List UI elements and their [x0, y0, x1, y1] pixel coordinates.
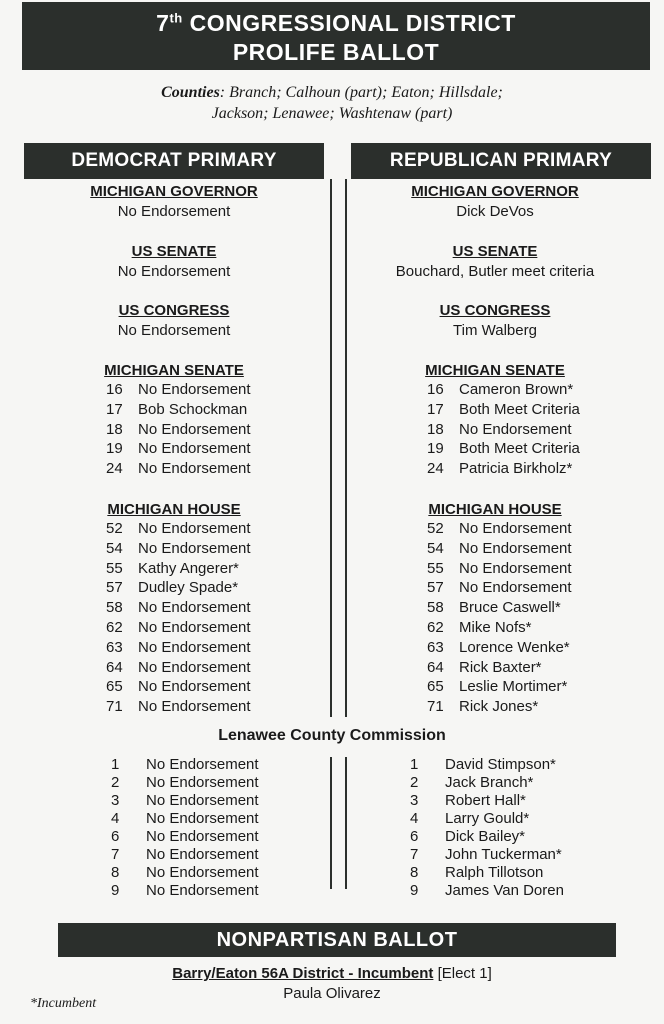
endorsement-name: Cameron Brown* — [459, 381, 574, 398]
district-number: 63 — [106, 638, 123, 656]
dem-commission-list — [111, 756, 259, 900]
district-number: 9 — [111, 882, 120, 899]
endorsement-name: No Endorsement — [138, 539, 251, 557]
district-number: 1 — [410, 756, 419, 773]
endorsement-row — [111, 756, 259, 774]
nonpartisan-race: Barry/Eaton 56A District - Incumbent [Elect 1] — [172, 965, 492, 982]
race-title: US CONGRESS — [439, 302, 551, 319]
district-number: 17 — [427, 400, 444, 418]
endorsement-name: No Endorsement — [138, 638, 251, 656]
dem-mi-house-list — [106, 519, 251, 717]
race-title: MICHIGAN GOVERNOR — [411, 183, 579, 200]
race-value: No Endorsement — [117, 263, 231, 280]
endorsement-row — [106, 598, 251, 618]
district-number: 54 — [427, 539, 444, 557]
district-number: 24 — [427, 460, 444, 478]
rep-mi-house-title: MICHIGAN HOUSE — [428, 501, 562, 518]
endorsement-row — [410, 756, 564, 774]
endorsement-row — [410, 774, 564, 792]
title-line-1: 7th CONGRESSIONAL DISTRICT — [156, 10, 516, 36]
district-number: 1 — [111, 756, 120, 773]
endorsement-name: No Endorsement — [146, 882, 259, 899]
rep-us-senate — [345, 242, 645, 282]
district-number: 62 — [427, 618, 444, 636]
district-number: 6 — [111, 828, 120, 845]
democrat-primary-header: DEMOCRAT PRIMARY — [24, 143, 324, 179]
incumbent-footnote: *Incumbent — [30, 996, 97, 1011]
rep-us-congress — [345, 301, 645, 341]
title-line-2: PROLIFE BALLOT — [232, 39, 440, 65]
endorsement-row — [410, 882, 564, 900]
endorsement-name: Robert Hall* — [445, 792, 526, 809]
endorsement-name: No Endorsement — [138, 381, 251, 398]
endorsement-name: No Endorsement — [138, 658, 251, 676]
endorsement-row — [427, 459, 580, 479]
endorsement-row — [427, 598, 572, 618]
dem-mi-house-title: MICHIGAN HOUSE — [107, 501, 241, 518]
republican-primary-header: REPUBLICAN PRIMARY — [351, 143, 651, 179]
race-title: US SENATE — [452, 243, 538, 260]
rep-governor — [345, 182, 645, 222]
endorsement-row — [427, 519, 572, 539]
endorsement-row — [427, 539, 572, 559]
district-number: 16 — [106, 381, 123, 398]
race-value: Bouchard, Butler meet criteria — [395, 263, 595, 280]
district-number: 55 — [106, 559, 123, 577]
endorsement-row — [410, 846, 564, 864]
race-title: US CONGRESS — [118, 302, 230, 319]
district-number: 17 — [106, 400, 123, 418]
endorsement-row — [106, 658, 251, 678]
district-number: 62 — [106, 618, 123, 636]
endorsement-row — [106, 539, 251, 559]
endorsement-name: Bob Schockman — [138, 400, 248, 418]
endorsement-row — [111, 810, 259, 828]
endorsement-name: No Endorsement — [459, 579, 572, 597]
district-number: 55 — [427, 559, 444, 577]
district-number: 7 — [410, 846, 419, 863]
endorsement-name: Kathy Angerer* — [138, 559, 239, 577]
endorsement-row — [111, 846, 259, 864]
district-number: 18 — [106, 420, 123, 438]
endorsement-name: No Endorsement — [146, 792, 259, 809]
dem-mi-senate-title: MICHIGAN SENATE — [104, 362, 244, 379]
endorsement-name: Larry Gould* — [445, 810, 530, 827]
endorsement-name: Both Meet Criteria — [459, 400, 580, 418]
endorsement-name: No Endorsement — [459, 559, 572, 577]
nonpartisan-candidate: Paula Olivarez — [283, 985, 381, 1002]
district-number: 71 — [427, 698, 444, 716]
district-number: 6 — [410, 828, 419, 845]
endorsement-row — [111, 792, 259, 810]
endorsement-row — [427, 638, 572, 658]
district-number: 3 — [111, 792, 120, 809]
race-value: No Endorsement — [117, 322, 231, 339]
endorsement-name: Jack Branch* — [445, 774, 534, 791]
race-title: MICHIGAN GOVERNOR — [90, 183, 258, 200]
endorsement-name: No Endorsement — [146, 774, 259, 791]
endorsement-name: Rick Baxter* — [459, 658, 542, 676]
commission-divider-left — [330, 757, 332, 889]
endorsement-row — [106, 519, 251, 539]
district-number: 54 — [106, 539, 123, 557]
race-value: Tim Walberg — [453, 322, 537, 339]
district-number: 63 — [427, 638, 444, 656]
endorsement-row — [427, 400, 580, 420]
rep-commission-list — [410, 756, 564, 900]
district-number: 4 — [111, 810, 120, 827]
district-number: 8 — [410, 864, 419, 881]
endorsement-name: David Stimpson* — [445, 756, 556, 773]
district-number: 19 — [427, 440, 444, 458]
endorsement-name: John Tuckerman* — [445, 846, 562, 863]
dem-us-congress — [24, 301, 324, 341]
endorsement-name: No Endorsement — [138, 698, 251, 716]
endorsement-name: Bruce Caswell* — [459, 599, 561, 617]
endorsement-name: No Endorsement — [138, 460, 251, 478]
endorsement-row — [106, 677, 251, 697]
endorsement-name: Leslie Mortimer* — [459, 678, 568, 696]
endorsement-name: No Endorsement — [138, 618, 251, 636]
commission-divider-right — [345, 757, 347, 889]
endorsement-row — [427, 380, 580, 400]
column-divider-left — [330, 179, 332, 717]
endorsement-row — [106, 618, 251, 638]
endorsement-row — [106, 400, 251, 420]
district-number: 4 — [410, 810, 419, 827]
district-number: 8 — [111, 864, 120, 881]
rep-mi-senate-list — [427, 380, 580, 479]
endorsement-name: Both Meet Criteria — [459, 440, 580, 458]
race-value: Dick DeVos — [456, 203, 534, 220]
endorsement-row — [410, 828, 564, 846]
nonpartisan-header: NONPARTISAN BALLOT — [58, 923, 616, 957]
endorsement-name: No Endorsement — [459, 539, 572, 557]
endorsement-name: No Endorsement — [459, 520, 572, 537]
district-number: 52 — [106, 520, 123, 537]
endorsement-row — [427, 697, 572, 717]
district-number: 71 — [106, 698, 123, 716]
endorsement-name: Rick Jones* — [459, 698, 539, 716]
district-number: 3 — [410, 792, 419, 809]
endorsement-row — [427, 420, 580, 440]
district-number: 64 — [427, 658, 444, 676]
dem-governor — [24, 182, 324, 222]
endorsement-row — [410, 864, 564, 882]
endorsement-name: Ralph Tillotson — [445, 864, 544, 881]
endorsement-name: Dick Bailey* — [445, 828, 526, 845]
endorsement-row — [111, 828, 259, 846]
endorsement-name: No Endorsement — [146, 846, 259, 863]
endorsement-row — [106, 380, 251, 400]
endorsement-row — [106, 697, 251, 717]
district-number: 2 — [111, 774, 120, 791]
commission-title: Lenawee County Commission — [218, 727, 446, 744]
endorsement-row — [111, 774, 259, 792]
endorsement-row — [427, 578, 572, 598]
endorsement-name: Dudley Spade* — [138, 579, 239, 597]
endorsement-name: No Endorsement — [146, 864, 259, 881]
endorsement-name: No Endorsement — [138, 440, 251, 458]
district-number: 65 — [106, 678, 123, 696]
district-number: 9 — [410, 882, 419, 899]
endorsement-name: No Endorsement — [138, 520, 251, 537]
district-number: 57 — [427, 579, 444, 597]
endorsement-row — [427, 658, 572, 678]
title-banner — [22, 2, 650, 70]
endorsement-name: No Endorsement — [146, 756, 259, 773]
endorsement-name: Patricia Birkholz* — [459, 460, 573, 478]
endorsement-name: No Endorsement — [146, 810, 259, 827]
endorsement-row — [427, 439, 580, 459]
endorsement-row — [111, 864, 259, 882]
endorsement-row — [410, 810, 564, 828]
district-number: 2 — [410, 774, 419, 791]
district-number: 57 — [106, 579, 123, 597]
district-number: 18 — [427, 420, 444, 438]
endorsement-row — [111, 882, 259, 900]
endorsement-row — [427, 559, 572, 579]
district-number: 64 — [106, 658, 123, 676]
district-number: 19 — [106, 440, 123, 458]
counties-note: Counties: Branch; Calhoun (part); Eaton; Hillsdale; Jackson; Lenawee; Washtenaw (part) — [161, 84, 503, 122]
race-value: No Endorsement — [117, 203, 231, 220]
rep-mi-senate-title: MICHIGAN SENATE — [425, 362, 565, 379]
endorsement-row — [106, 439, 251, 459]
endorsement-name: James Van Doren — [445, 882, 564, 899]
dem-us-senate — [24, 242, 324, 282]
endorsement-name: No Endorsement — [138, 599, 251, 617]
endorsement-row — [106, 559, 251, 579]
endorsement-row — [106, 459, 251, 479]
rep-mi-house-list — [427, 519, 572, 717]
district-number: 65 — [427, 678, 444, 696]
district-number: 24 — [106, 460, 123, 478]
district-number: 58 — [106, 599, 123, 617]
endorsement-row — [106, 638, 251, 658]
district-number: 58 — [427, 599, 444, 617]
district-number: 7 — [111, 846, 120, 863]
endorsement-name: No Endorsement — [146, 828, 259, 845]
endorsement-row — [427, 618, 572, 638]
endorsement-name: No Endorsement — [459, 420, 572, 438]
endorsement-row — [410, 792, 564, 810]
endorsement-name: Lorence Wenke* — [459, 638, 570, 656]
endorsement-row — [106, 420, 251, 440]
dem-mi-senate-list — [106, 380, 251, 479]
race-title: US SENATE — [131, 243, 217, 260]
endorsement-row — [427, 677, 572, 697]
endorsement-name: No Endorsement — [138, 420, 251, 438]
endorsement-name: Mike Nofs* — [459, 618, 532, 636]
endorsement-name: No Endorsement — [138, 678, 251, 696]
district-number: 52 — [427, 520, 444, 537]
district-number: 16 — [427, 381, 444, 398]
endorsement-row — [106, 578, 251, 598]
